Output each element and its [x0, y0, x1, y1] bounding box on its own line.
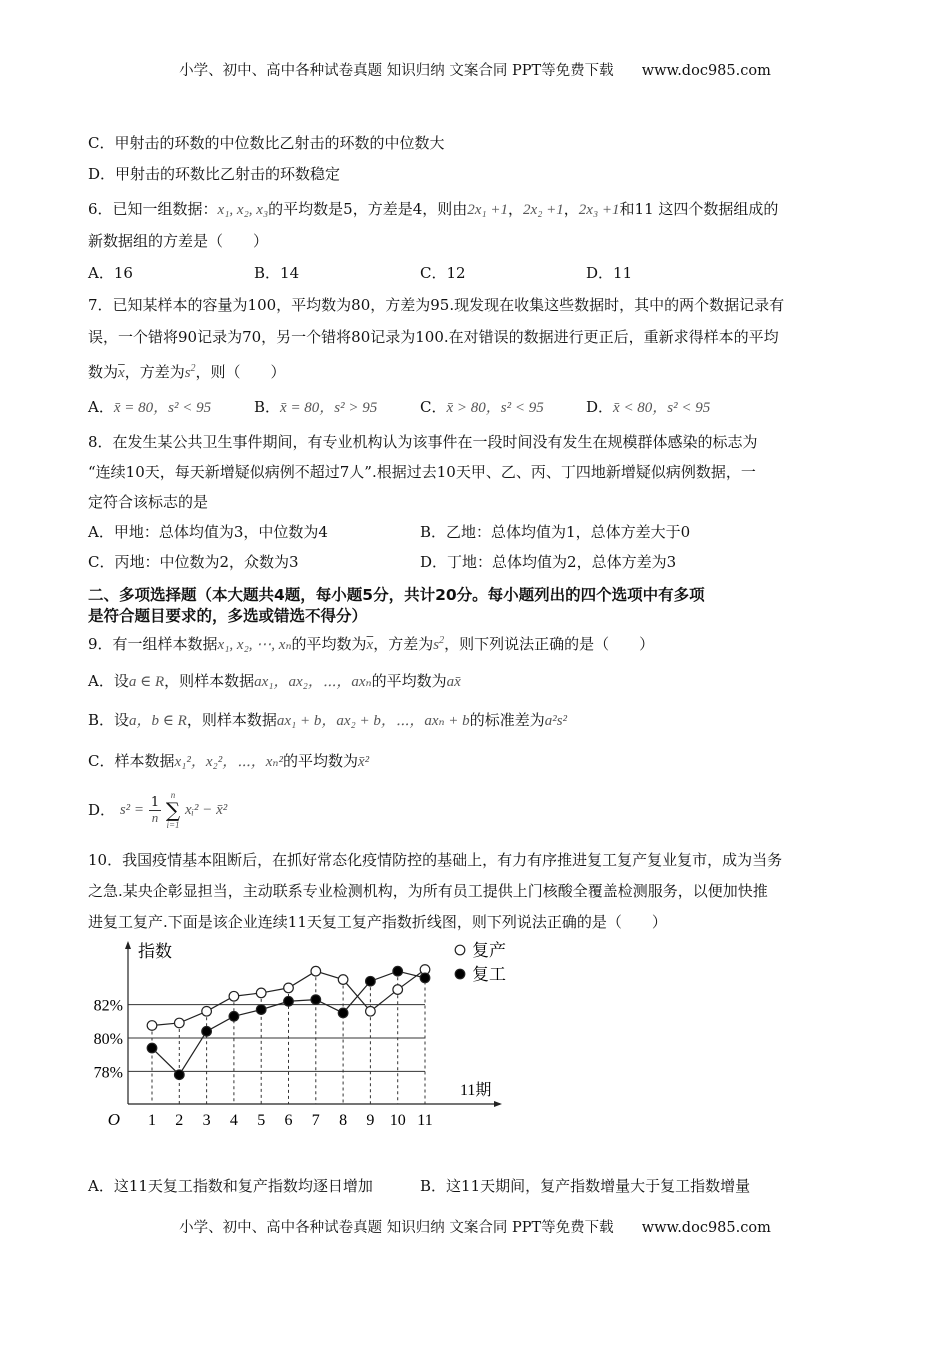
q9-option-d[interactable]: D． s² = $\frac{1}{n}$ n ∑ i=1 xᵢ² − x̄²	[88, 790, 228, 830]
footer-text: 小学、初中、高中各种试卷真题 知识归纳 文案合同 PPT等免费下载	[179, 1220, 614, 1236]
q9-option-a[interactable]: A．设a ∈ R，则样本数据ax₁，ax₂，⋯，axₙ的平均数为ax̄	[88, 672, 461, 690]
q6-stem-line1: 6．已知一组数据：x₁, x₂, x₃的平均数是5，方差是4，则由2x₁ +1，2x₂ +1，2x₃ +1和11 这四个数据组成的	[88, 200, 779, 218]
q8-option-c[interactable]: C．丙地：中位数为2，众数为3	[88, 553, 299, 571]
q6-option-c[interactable]: C．12	[420, 264, 466, 282]
q5-option-d: D．甲射击的环数比乙射击的环数稳定	[88, 165, 341, 183]
page-footer	[0, 1216, 950, 1237]
q8-stem-line1: 8．在发生某公共卫生事件期间，有专业机构认为该事件在一段时间没有发生在规模群体感染的标志为	[88, 433, 758, 451]
svg-text:7: 7	[311, 1112, 320, 1129]
q7-option-a[interactable]: A．x̄ = 80，s² < 95	[88, 398, 212, 416]
q7-stem-line1: 7．已知某样本的容量为100，平均数为80，方差为95.现发现在收集这些数据时，其中的两个数据记录有	[88, 296, 785, 314]
svg-text:9: 9	[366, 1112, 375, 1129]
svg-text:10: 10	[389, 1112, 406, 1129]
q8-stem-line2: “连续10天，每天新增疑似病例不超过7人”.根据过去10天甲、乙、丙、丁四地新增疑似病例数据，一	[88, 463, 756, 481]
q8-option-b[interactable]: B．乙地：总体均值为1，总体方差大于0	[420, 523, 691, 541]
q6-option-a[interactable]: A．16	[88, 264, 133, 282]
svg-text:指数: 指数	[138, 942, 172, 962]
x-bar: $\overline{x}$	[118, 365, 125, 381]
q6-stem-line2: 新数据组的方差是（ ）	[88, 232, 269, 250]
q10-stem-line1: 10．我国疫情基本阻断后，在抓好常态化疫情防控的基础上，有力有序推进复工复产复业复市，成为当务	[88, 851, 783, 869]
svg-text:2: 2	[175, 1112, 184, 1129]
section2-heading-line2: 是符合题目要求的，多选或错选不得分）	[88, 607, 368, 625]
q7-option-c[interactable]: C．x̄ > 80，s² < 95	[420, 398, 544, 416]
s-squared: $s^2$	[184, 363, 196, 381]
sum-symbol: n ∑ i=1	[165, 790, 181, 830]
svg-text:5: 5	[257, 1112, 266, 1129]
q7-option-d[interactable]: D．x̄ < 80，s² < 95	[586, 398, 711, 416]
svg-text:4: 4	[229, 1112, 238, 1129]
header-url[interactable]: www.doc985.com	[641, 63, 771, 79]
q6-option-d[interactable]: D．11	[586, 264, 633, 282]
q10-option-b[interactable]: B．这11天期间，复产指数增量大于复工指数增量	[420, 1177, 751, 1195]
q6-expr-2: 2x₂ +1	[523, 202, 564, 218]
q8-stem-line3: 定符合该标志的是	[88, 493, 209, 511]
q10-option-a[interactable]: A．这11天复工指数和复产指数均逐日增加	[88, 1177, 373, 1195]
svg-text:80%: 80%	[93, 1031, 123, 1048]
q7-stem-line3: 数为$\overline{x}$，方差为$s^2$，则（ ）	[88, 363, 286, 381]
q8-option-d[interactable]: D．丁地：总体均值为2，总体方差为3	[420, 553, 677, 571]
svg-text:11期: 11期	[460, 1082, 492, 1099]
q6-vars: x₁, x₂, x₃	[217, 202, 269, 218]
svg-text:82%: 82%	[93, 997, 123, 1015]
index-line-chart	[88, 935, 528, 1135]
header-text: 小学、初中、高中各种试卷真题 知识归纳 文案合同 PPT等免费下载	[179, 63, 614, 79]
q9-option-b[interactable]: B．设a，b ∈ R，则样本数据ax₁ + b，ax₂ + b，⋯，axₙ + b的标准差为a²s²	[88, 711, 568, 729]
svg-text:6: 6	[284, 1112, 293, 1129]
q6-expr-1: 2x₁ +1	[467, 202, 509, 218]
svg-text:复工: 复工	[472, 965, 506, 985]
section2-heading-line1: 二、多项选择题（本大题共4题，每小题5分，共计20分。每小题列出的四个选项中有多项	[88, 586, 705, 604]
q10-stem-line3: 进复工复产.下面是该企业连续11天复工复产指数折线图，则下列说法正确的是（ ）	[88, 913, 667, 931]
q5-option-c: C．甲射击的环数的中位数比乙射击的环数的中位数大	[88, 134, 445, 152]
q6-expr-3: 2x₃ +1	[578, 202, 620, 218]
q6-option-b[interactable]: B．14	[254, 264, 300, 282]
svg-text:O: O	[107, 1110, 120, 1129]
svg-text:3: 3	[202, 1112, 211, 1129]
q9-option-c[interactable]: C．样本数据x₁²，x₂²，⋯，xₙ²的平均数为x̄²	[88, 752, 370, 770]
footer-url[interactable]: www.doc985.com	[641, 1220, 771, 1236]
fraction: $\frac{1}{n}$	[150, 794, 160, 825]
q8-option-a[interactable]: A．甲地：总体均值为3，中位数为4	[88, 523, 328, 541]
svg-text:78%: 78%	[93, 1064, 123, 1082]
svg-text:复产: 复产	[472, 941, 506, 961]
svg-text:8: 8	[339, 1112, 348, 1129]
svg-text:11: 11	[417, 1112, 433, 1129]
q9-stem: 9．有一组样本数据x₁, x₂, ⋯, xₙ的平均数为$\overline{x}$，方差为$s^2$，则下列说法正确的是（ ）	[88, 635, 655, 653]
q7-option-b[interactable]: B．x̄ = 80，s² > 95	[254, 398, 378, 416]
page-header	[0, 59, 950, 80]
svg-text:1: 1	[148, 1112, 156, 1129]
q7-stem-line2: 误，一个错将90记录为70，另一个错将80记录为100.在对错误的数据进行更正后，重新求得样本的平均	[88, 328, 779, 346]
q10-stem-line2: 之急.某央企彰显担当，主动联系专业检测机构，为所有员工提供上门核酸全覆盖检测服务，以便加快推	[88, 882, 768, 900]
